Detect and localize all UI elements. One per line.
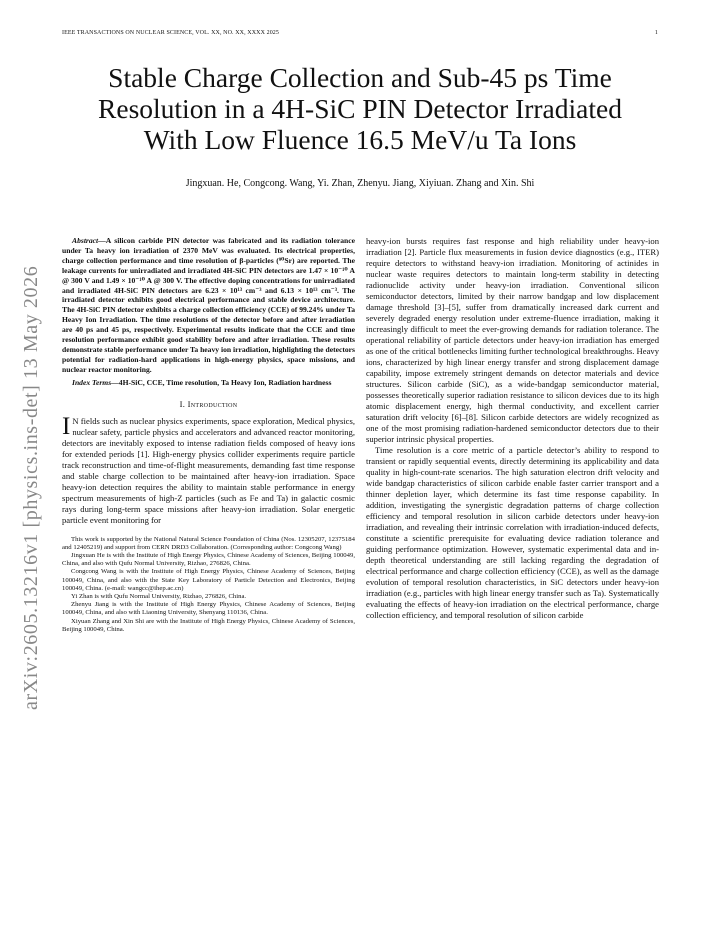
abstract-text: —A silicon carbide PIN detector was fabricated and its radiation tolerance under Ta heavy ion irradiation of 2370 MeV was evaluated. Its electrical properties, charge collection performance and time resolution of β-particles (⁹⁰Sr) are reported. The leakage currents for unirradiated and irradiated 4H-SiC PIN detectors are 1.47 × 10⁻¹⁰ A @ 300 V and 1.49 × 10⁻¹⁰ A @ 300 V. The effective doping concentrations for unirradiated and irradiated 4H-SiC PIN detectors are 6.23 × 10¹³ cm⁻³ and 6.13 × 10¹³ cm⁻³. The irradiated detector exhibits good electrical performance and stable device architecture. The 4H-SiC PIN detector exhibits a charge collection efficiency (CCE) of 99.24% under Ta Heavy Ion Irradiation. The time resolutions of the detector before and after irradiation are 40 ps and 45 ps, respectively. Experimental results indicate that the CCE and time resolution performance exhibit good stability before and after irradiation. These results demonstrate stable performance under Ta heavy ion irradiation, highlighting the detectors potential for radiation-hard applications in high-energy physics, space missions, and nuclear reactor monitoring. (62, 236, 355, 374)
footnotes (62, 536, 355, 634)
left-column (62, 236, 355, 634)
paper-title (40, 62, 680, 155)
title-line: With Low Fluence 16.5 MeV/u Ta Ions (143, 124, 577, 155)
drop-cap: I (62, 412, 71, 440)
right-column (366, 236, 659, 621)
arxiv-stamp: arXiv:2605.13216v1 [physics.ins-det] 13 May 2026 (20, 265, 42, 710)
footnote: This work is supported by the National Natural Science Foundation of China (Nos. 12305207, 12375184 and 12405219) and support from CERN DRD3 Collaboration. (Corresponding author: Congcong Wang) (62, 535, 355, 551)
footnote: Zhenyu Jiang is with the Institute of High Energy Physics, Chinese Academy of Sciences, Beijing 100049, China, and also with Liaoning University, Shenyang 110136, China. (62, 601, 355, 617)
body-paragraph: Time resolution is a core metric of a particle detector’s ability to respond to transient or rapidly sequential events, directly determining its applicability and data quality in high-count-rate scenarios. The high saturation electron drift velocity and wide bandgap characteristics of silicon carbide enable faster carrier transport and a thinner depletion layer, which determine its fast time response capability. In addition, investigating the synergistic degradation patterns of charge collection efficiency and temporal resolution in silicon carbide detectors under heavy-ion irradiation, and revealing their intrinsic correlation with irradiation-induced defects, constitute a scientific prerequisite for evaluating device radiation tolerance and guiding performance optimization. However, systematic experimental data and in-depth theoretical understanding are still lacking regarding the degradation of electrical performance and charge collection efficiency (CCE), as well as the damage evolution of temporal resolution characteristics, in SiC detectors under heavy-ion irradiation (e.g., particles with high linear energy transfer such as Ta). Systematically evaluating the effects of heavy-ion irradiation on the electrical performance, charge collection efficiency, and temporal resolution of silicon carbide (366, 445, 659, 620)
page-number: 1 (654, 30, 658, 36)
section-heading: I. Introduction (179, 398, 238, 409)
abstract-label: Abstract (72, 236, 99, 245)
intro-text: N fields such as nuclear physics experiments, space exploration, Medical physics, nuclear safety, particle physics and accelerators and advanced reactor monitoring, detectors are inevitably exposed to intense radiation fields composed of heavy ions for extended periods [1]. High-energy physics collider experiments require particle track reconstruction and time-of-flight measurements, demanding fast time response and stable charge collection to be maintained after heavy-ion irradiation. Space heavy-ion detection requires the ability to maintain stable performance in energy spectrum measurements of high-Z particles (such as Fe and Ta) in galactic cosmic rays during long-term space missions after heavy-ion irradiation. Solar energetic particle event monitoring for (62, 415, 355, 525)
footnote: Xiyuan Zhang and Xin Shi are with the Institute of High Energy Physics, Chinese Academy of Sciences, Beijing 100049, China. (62, 617, 355, 633)
footnote: Jingxuan He is with the Institute of High Energy Physics, Chinese Academy of Sciences, Beijing 100049, China, and also with Qufu Normal University, Rizhao, 276826, China. (62, 552, 355, 568)
author-list: Jingxuan. He, Congcong. Wang, Yi. Zhan, Zhenyu. Jiang, Xiyiuan. Zhang and Xin. Shi (185, 178, 535, 189)
abstract (62, 236, 355, 375)
journal-name: IEEE TRANSACTIONS ON NUCLEAR SCIENCE, VOL. XX, NO. XX, XXXX 2025 (62, 30, 280, 36)
index-terms-text: —4H-SiC, CCE, Time resolution, Ta Heavy Ion, Radiation hardness (111, 377, 332, 387)
body-paragraph: heavy-ion bursts requires fast response and high reliability under heavy-ion irradiation [2]. Particle flux measurements in fusion device diagnostics (e.g., ITER) require detectors to withstand heavy-ion irradiation. Monitoring of actinides in nuclear waste requires detectors to maintain long-term stability in detecting radionuclide activity under heavy-ion irradiation. Conventional silicon semiconductor detectors, limited by their narrow bandgap and low displacement damage threshold [3]–[5], suffer from dramatically increased dark current and severely degraded energy resolution under extreme-fluence irradiation, making it increasingly difficult to meet the ever-growing demands for radiation tolerance. The operational reliability of particle detectors under heavy-ion irradiation has emerged as one of the critical bottlenecks limiting further technological breakthroughs. Heavy ions, characterized by high linear energy transfer and strong displacement damage capability, impose extremely stringent demands on detector materials and device structures. Silicon carbide (SiC), as a wide-bandgap semiconductor material, possesses theoretically superior radiation resistance to silicon devices due to its high atomic displacement energy, high thermal conductivity, and excellent carrier saturation drift velocity [6]–[8]. Silicon carbide detectors are widely recognized as one of the most promising radiation-hardened semiconductor detectors due to their superior intrinsic physical properties. (366, 236, 659, 444)
title-line: Resolution in a 4H-SiC PIN Detector Irradiated (98, 93, 622, 124)
footnote: Yi Zhan is with Qufu Normal University, Rizhao, 276826, China. (71, 593, 247, 601)
index-terms-label: Index Terms (72, 377, 112, 387)
intro-paragraph (62, 412, 355, 526)
index-terms (62, 378, 355, 388)
footnote: Congcong Wang is with the Institute of High Energy Physics, Chinese Academy of Sciences, Beijing 100049, China, and also with the State Key Laboratory of Particle Detection and Electronics, Beijing 100049, China. (e-mail: wangcc@ihep.ac.cn) (62, 568, 355, 592)
title-line: Stable Charge Collection and Sub-45 ps Time (108, 62, 612, 93)
